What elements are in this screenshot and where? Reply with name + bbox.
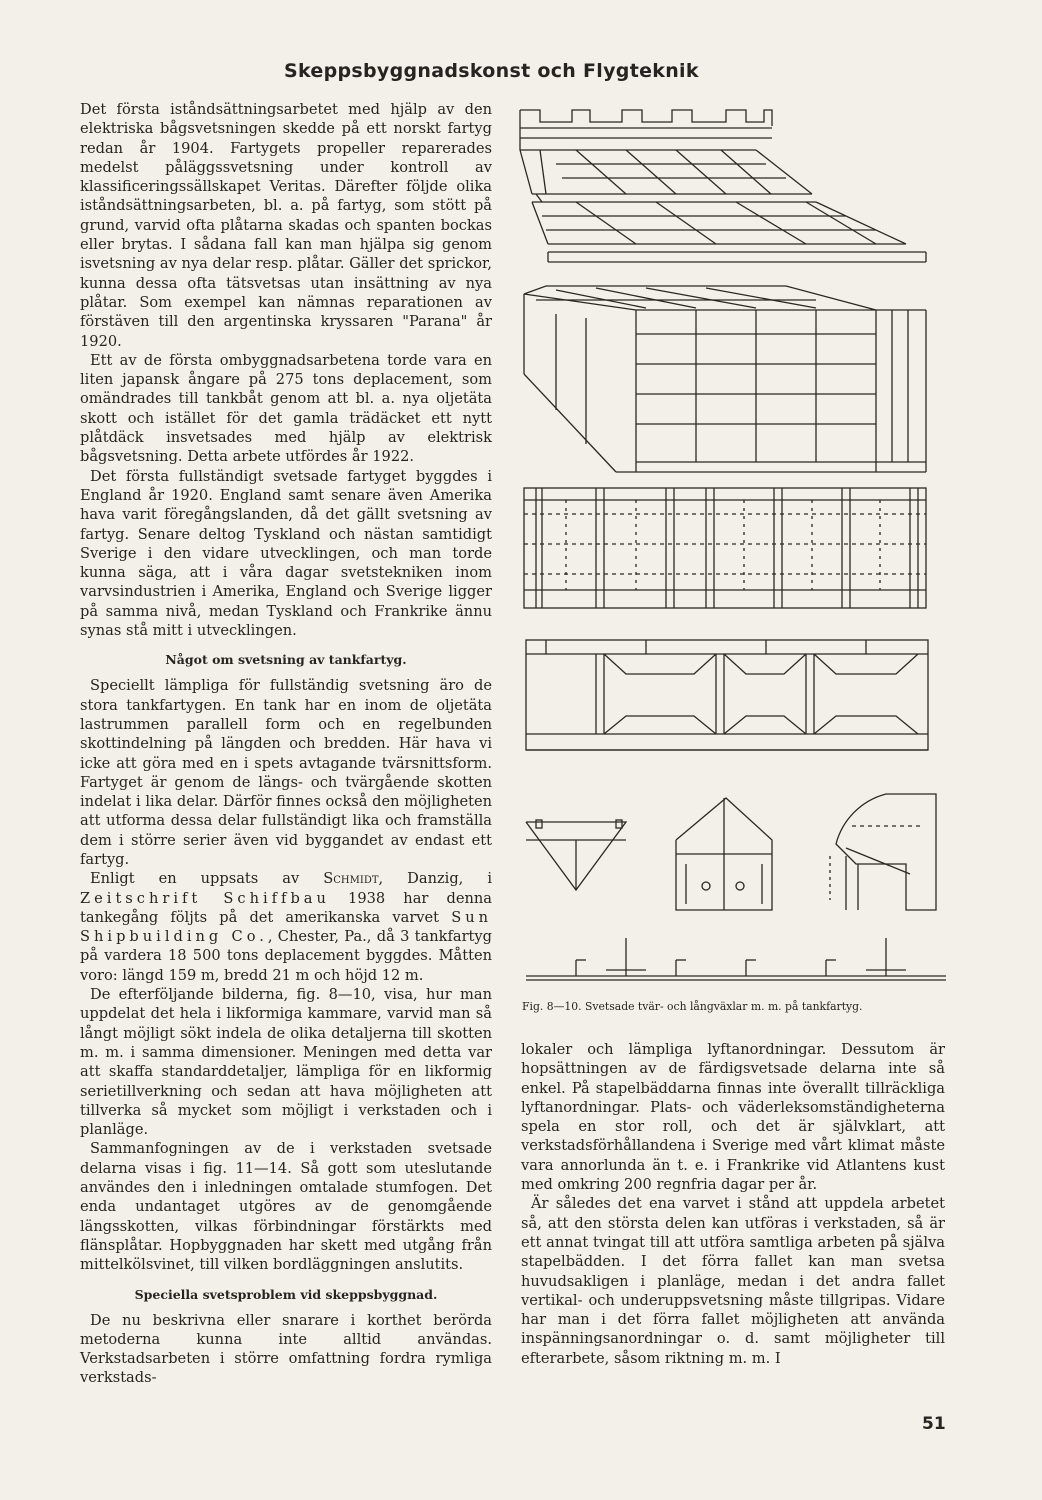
figure-box-section [524, 286, 926, 472]
paragraph-repair-history: Det första iståndsättningsarbetet med hjälp av den elektriska bågsvetsningen skedde på ett norskt fartyg redan år 1904. Fartygets propeller reparerades medelst påläggssvetsning under kontroll av klassificeringssällskapet Veritas. Därefter följde olika iståndsättningsarbeten, bl. a. på fartyg, som stött på grund, varvid ofta plåtarna skadas och spanten bockas eller brytas. I sådana fall kan man hjälpa sig genom isvetsning av nya delar resp. plåtar. Gäller det sprickor, kunna dessa ofta tätsvetsas utan insättning av nya plåtar. Som exempel kan nämnas reparationen av förstäven till den argentinska kryssaren "Parana" år 1920. [80, 101, 492, 350]
figure-frame-elevation [524, 488, 926, 608]
section-heading-tankers: Något om svetsning av tankfartyg. [165, 652, 407, 668]
paragraph-assembly: Sammanfogningen av de i verkstaden svetsade delarna visas i fig. 11—14. Så gott som uteslutande användes den i inledningen omtalade stumfogen. Det enda undantaget utgöres av de genomgående längsskotten, vilkas förbindningar förstärkts med flänsplåtar. Hopbyggnaden har skett med utgång från mittelkölsvinet, till vilken bordläggningen anslutits. [80, 1140, 492, 1274]
page-number: 51 [922, 1414, 946, 1434]
figure-transverse-bulkhead [526, 640, 928, 750]
company-name: Sun Shipbuilding Co. [80, 908, 492, 946]
running-header: Skeppsbyggnadskonst och Flygteknik [284, 60, 699, 82]
paragraph-schmidt-reference: Enligt en uppsats av Schmidt, Danzig, i Zeitschrift Schiffbau 1938 har denna tankegång följts på det amerikanska varvet Sun Shipbuilding Co., Chester, Pa., då 3 tankfartyg på vardera 18 500 tons deplacement byggdes. Måtten voro: längd 159 m, bredd 21 m och höjd 12 m. [80, 870, 492, 984]
left-column [80, 100, 492, 1388]
figure-bottom-plate [526, 938, 946, 980]
paragraph-tankers: Speciellt lämpliga för fullständig svetsning äro de stora tankfartygen. En tank har en inom de oljetäta lastrummen parallell form och en regelbunden skottindelning på längden och bredden. Här hava vi icke att göra med en i spets avtagande tvärsnittsform. Fartyget är genom de längs- och tvärgående skotten indelat i lika delar. Därför finnes också den möjligheten att utforma dessa delar fullständigt lika och framställa dem i större serier även vid byggandet av endast ett fartyg. [80, 677, 492, 868]
figure-caption: Fig. 8—10. Svetsade tvär- och långväxlar m. m. på tankfartyg. [522, 1000, 863, 1013]
section-heading-welding-problems: Speciella svetsproblem vid skeppsbyggnad. [134, 1286, 438, 1302]
paragraph-yard-division: Är således det ena varvet i stånd att uppdela arbetet så, att den största delen kan utföras i verkstaden, så är ett annat tvingat till att utföra samtliga arbeten på själva stapelbädden. I det förra fallet kan man svetsa huvudsakligen i planläge, medan i det andra fallet vertikal- och underuppsvetsning måste tillgripas. Vidare har man i det förra fallet möjligheten att använda inspänningsanordningar o. d. samt möjligheter till efterarbete, såsom riktning m. m. I [521, 1195, 945, 1367]
paragraph-first-welded-ship: Det första fullständigt svetsade fartyget byggdes i England år 1920. England samt senare även Amerika hava varit föregångslanden, då det gällt svetsning av fartyg. Senare deltog Tyskland och nästan samtidigt Sverige i den vidare utvecklingen, och man torde kunna säga, att i våra dagar svetstekniken inom varvsindustrien i Amerika, England och Sverige ligger på samma nivå, medan Tyskland och Frankrike ännu synas stå mitt i utvecklingen. [80, 467, 492, 640]
journal-name: Zeitschrift Schiffbau [80, 889, 330, 907]
paragraph-figures-description: De efterföljande bilderna, fig. 8—10, visa, hur man uppdelat det hela i likformiga kammare, varvid man så långt möjligt sökt indela de olika detaljerna till skotten m. m. i samma dimensioner. Meningen med detta var att skaffa standarddetaljer, lämpliga för en likformig serietillverkning och sedan att hava möjligheten att tillverka så mycket som möjligt i verkstaden och i planläge. [80, 986, 492, 1139]
author-name: Schmidt [323, 870, 379, 888]
paragraph-first-conversion: Ett av de första ombyggnadsarbetena torde vara en liten japansk ångare på 275 tons deplacement, som omändrades till tankbåt genom att bl. a. nya oljetäta skott och istället för det gamla trädäcket ett nytt plåtdäck insvetsades med hjälp av elektrisk bågsvetsning. Detta arbete utfördes år 1922. [80, 351, 492, 466]
right-column [521, 1040, 945, 1368]
figure-bulkhead-panel [520, 110, 926, 262]
engineering-figures [516, 104, 956, 1004]
figure-gusset-details [526, 794, 936, 910]
paragraph-workshop: De nu beskrivna eller snarare i korthet berörda metoderna kunna inte alltid användas. Verkstadsarbeten i större omfattning fordra rymliga verkstads- [80, 1311, 492, 1387]
paragraph-workshop-continued: lokaler och lämpliga lyftanordningar. Dessutom är hopsättningen av de färdigsvetsade delarna inte så enkel. På stapelbäddarna finnas inte överallt tillräckliga lyftanordningar. Plats- och väderleksomständigheterna spela en stor roll, och det är självklart, att verkstadsförhållandena i Sverige med vårt klimat måste vara annorlunda än t. e. i Frankrike vid Atlantens kust med omkring 200 regnfria dagar per år. [521, 1041, 945, 1194]
